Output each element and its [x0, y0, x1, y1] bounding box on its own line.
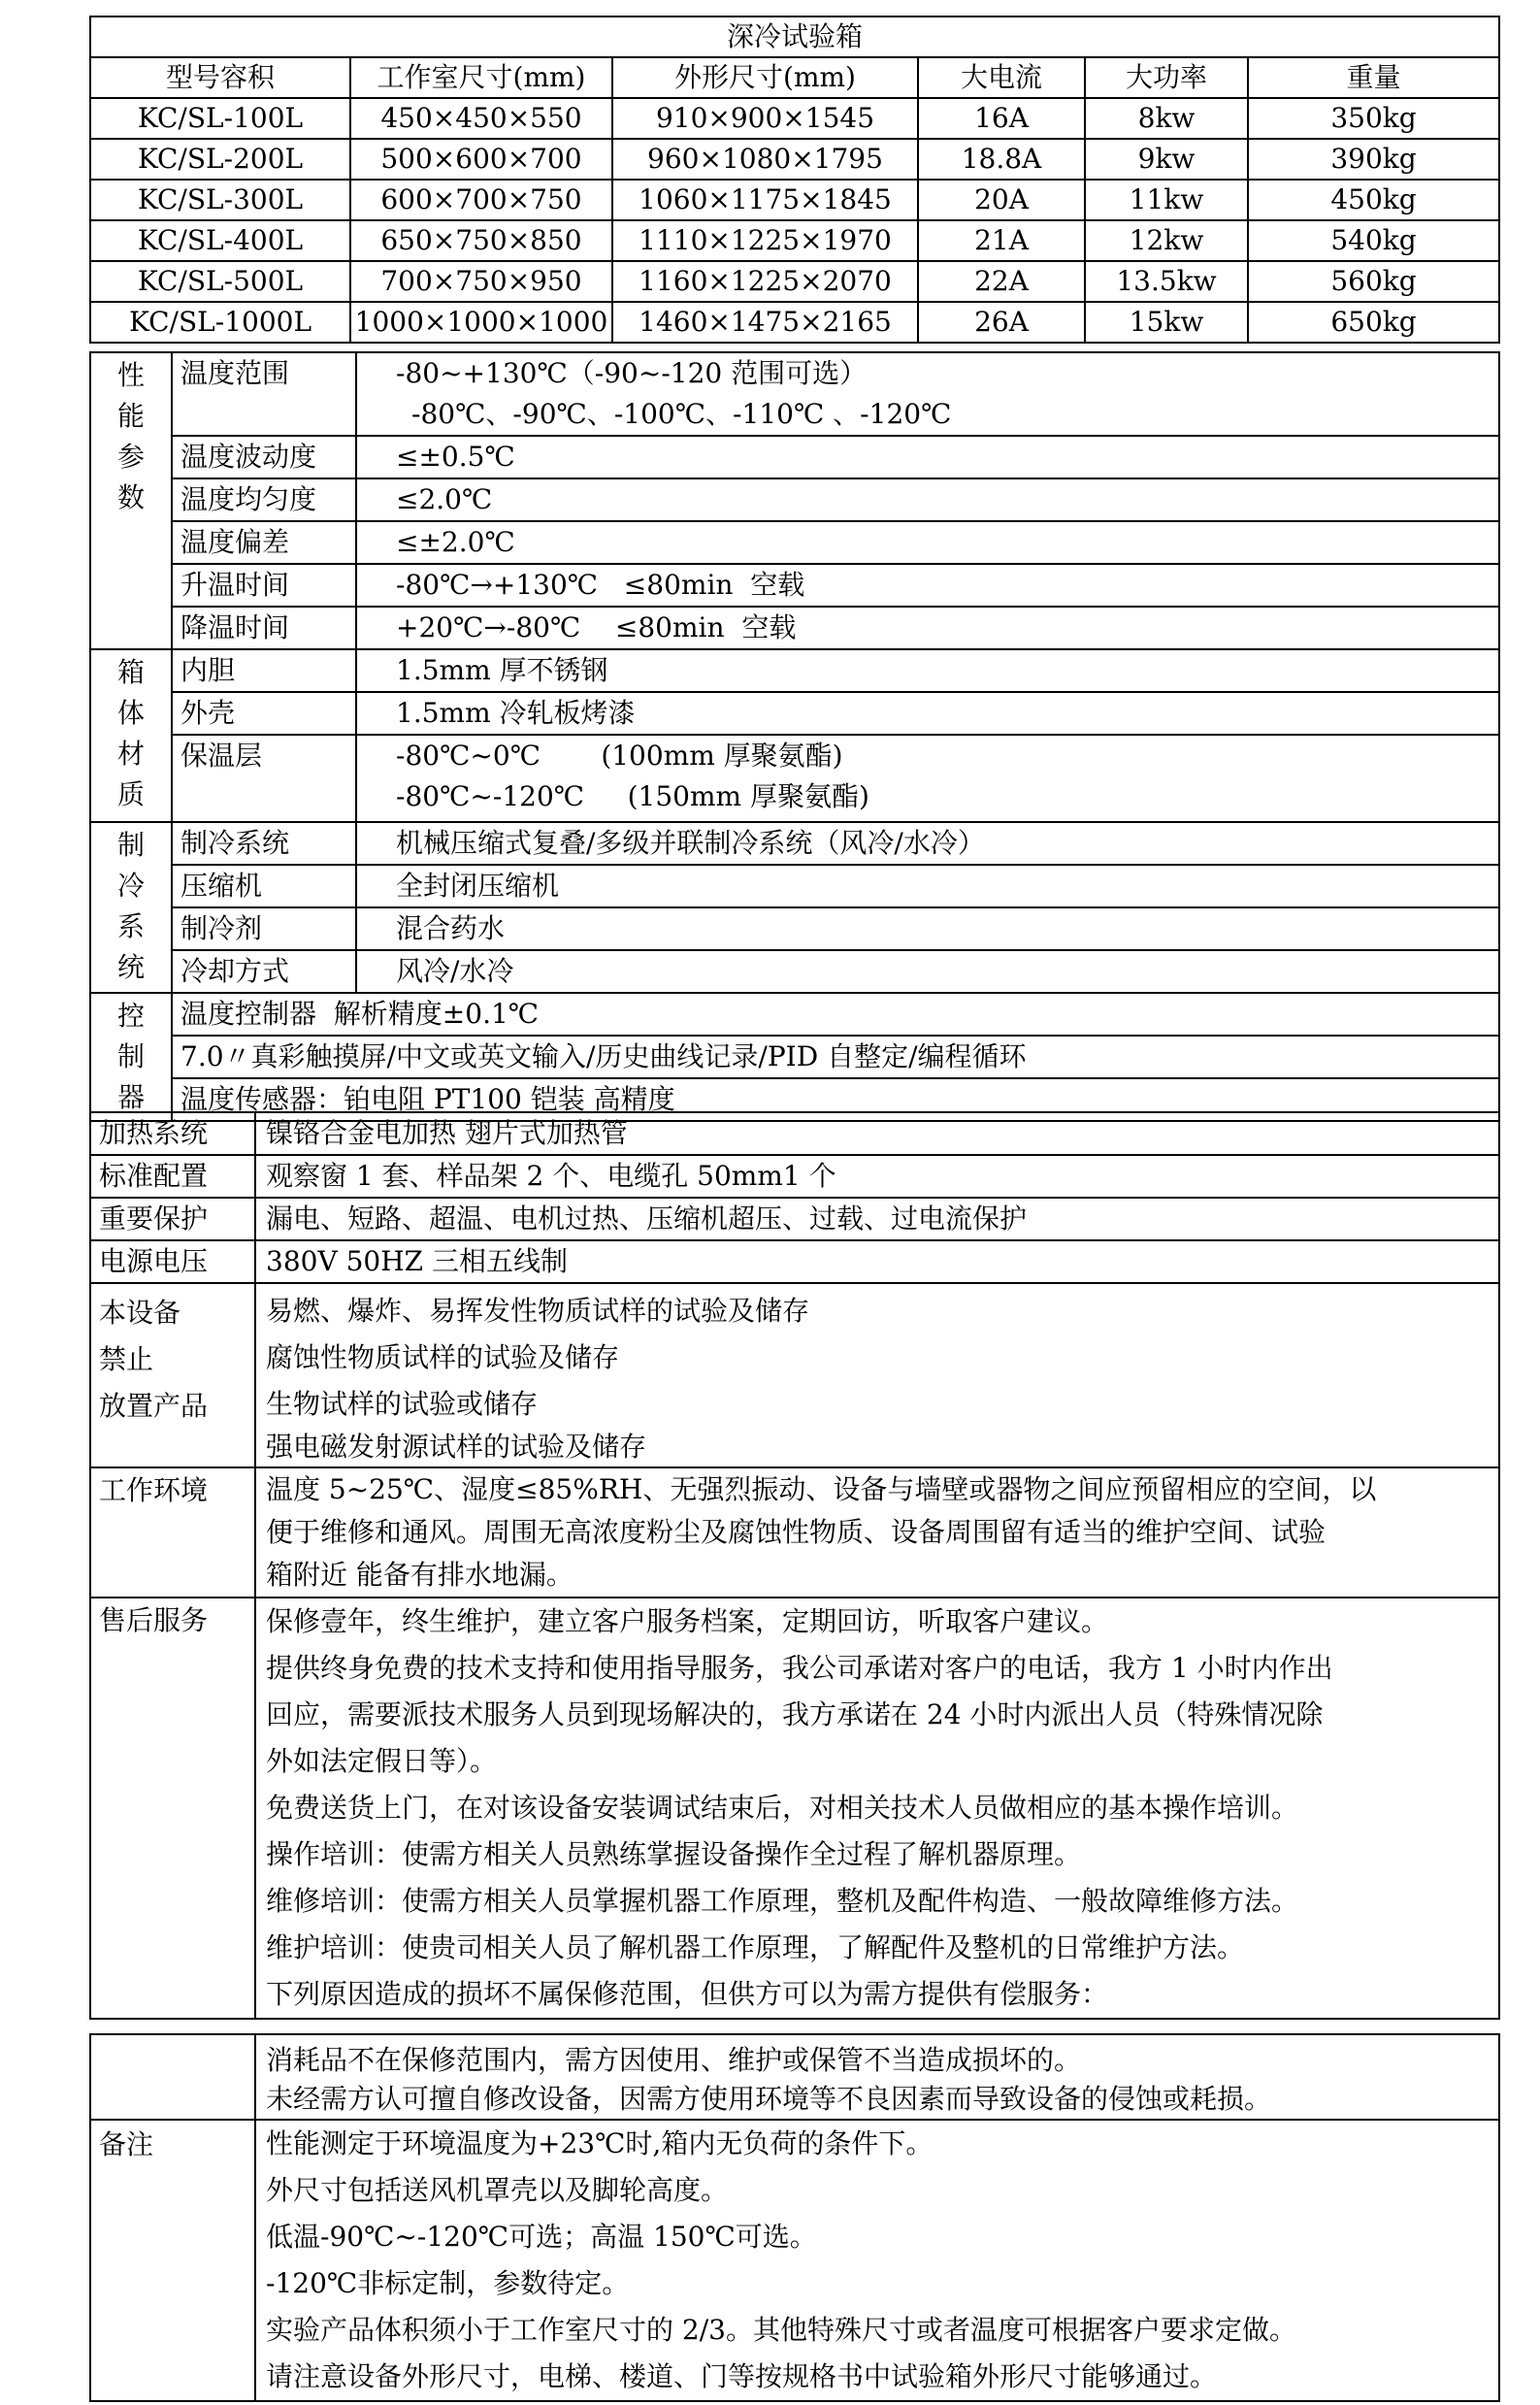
header-cell: 型号容积 [90, 57, 350, 98]
param-label: 制冷剂 [172, 907, 356, 950]
power-label: 电源电压 [90, 1240, 255, 1283]
outer-size-cell: 1110×1225×1970 [612, 220, 918, 261]
parameter-table [89, 351, 1500, 1122]
forbidden-label: 本设备 禁止 放置产品 [90, 1283, 255, 1467]
param-label: 降温时间 [172, 607, 356, 649]
param-label: 制冷系统 [172, 822, 356, 865]
table-row [90, 98, 1499, 139]
service-value: 保修壹年，终生维护，建立客户服务档案，定期回访，听取客户建议。 提供终身免费的技术支持和使用指导服务，我公司承诺对客户的电话，我方 1 小时内作出 回应，需要派技术服务人员到现场解决的，我方承诺在 24 小时内派出人员（特殊情况除 外如法定假日等）。 免费送货上门，在对该设备安装调试结束后，对相关技术人员做相应的基本操作培训。 操作培训：使需方相关人员熟练掌握设备操作全过程了解机器原理。 维修培训：使需方相关人员掌握机器工作原理，整机及配件构造、一般故障维修方法。 维护培训：使贵司相关人员了解机器工作原理，了解配件及整机的日常维护方法。 下列原因造成的损坏不属保修范围，但供方可以为需方提供有偿服务： [255, 1598, 1499, 2019]
standard-value: 观察窗 1 套、样品架 2 个、电缆孔 50mm1 个 [255, 1155, 1499, 1198]
table-row [90, 302, 1499, 343]
model-cell: KC/SL-400L [90, 220, 350, 261]
outer-size-cell: 1160×1225×2070 [612, 261, 918, 302]
weight-cell: 350kg [1248, 98, 1499, 139]
spec-header-row [90, 57, 1499, 98]
param-value: -80~+130℃（-90~-120 范围可选） -80℃、-90℃、-100℃、-110℃ 、-120℃ [356, 352, 1499, 436]
param-value: 1.5mm 厚不锈钢 [356, 649, 1499, 692]
power-cell: 11kw [1085, 180, 1248, 220]
header-cell: 外形尺寸(mm) [612, 57, 918, 98]
header-cell: 大功率 [1085, 57, 1248, 98]
current-cell: 21A [918, 220, 1085, 261]
param-value: ≤2.0℃ [356, 478, 1499, 521]
heating-value: 镍铬合金电加热 翅片式加热管 [255, 1112, 1499, 1155]
power-value: 380V 50HZ 三相五线制 [255, 1240, 1499, 1283]
environment-value: 温度 5~25℃、湿度≤85%RH、无强烈振动、设备与墙壁或器物之间应预留相应的空间，以 便于维修和通风。周围无高浓度粉尘及腐蚀性物质、设备周围留有适当的维护空间、试验 箱附近 能备有排水地漏。 [255, 1467, 1499, 1598]
power-cell: 9kw [1085, 139, 1248, 180]
weight-cell: 650kg [1248, 302, 1499, 343]
param-label: 升温时间 [172, 564, 356, 607]
outer-size-cell: 1460×1475×2165 [612, 302, 918, 343]
environment-label: 工作环境 [90, 1467, 255, 1598]
param-label: 温度偏差 [172, 521, 356, 564]
weight-cell: 390kg [1248, 139, 1499, 180]
param-value: -80℃~0℃ (100mm 厚聚氨酯) -80℃~-120℃ (150mm 厚聚氨酯) [356, 735, 1499, 822]
param-label: 压缩机 [172, 865, 356, 907]
weight-cell: 540kg [1248, 220, 1499, 261]
current-cell: 26A [918, 302, 1085, 343]
power-cell: 12kw [1085, 220, 1248, 261]
param-label: 温度均匀度 [172, 478, 356, 521]
param-value: -80℃→+130℃ ≤80min 空载 [356, 564, 1499, 607]
power-cell: 8kw [1085, 98, 1248, 139]
param-value: ≤±2.0℃ [356, 521, 1499, 564]
notes-blank-cell [90, 2034, 255, 2120]
current-cell: 22A [918, 261, 1085, 302]
category-controller: 控 制 器 [90, 993, 172, 1121]
notes-value: 性能测定于环境温度为+23℃时,箱内无负荷的条件下。 外尺寸包括送风机罩壳以及脚轮高度。 低温-90℃~-120℃可选；高温 150℃可选。 -120℃非标定制，参数待定。 实验产品体积须小于工作室尺寸的 2/3。其他特殊尺寸或者温度可根据客户要求定做。 请注意设备外形尺寸，电梯、楼道、门等按规格书中试验箱外形尺寸能够通过。 [255, 2120, 1499, 2401]
model-cell: KC/SL-500L [90, 261, 350, 302]
param-value: 风冷/水冷 [356, 950, 1499, 993]
table-row [90, 139, 1499, 180]
param-label: 冷却方式 [172, 950, 356, 993]
category-material: 箱 体 材 质 [90, 649, 172, 822]
param-value: ≤±0.5℃ [356, 436, 1499, 478]
param-value: 1.5mm 冷轧板烤漆 [356, 692, 1499, 735]
controller-line: 温度控制器 解析精度±0.1℃ [172, 993, 1499, 1036]
protection-value: 漏电、短路、超温、电机过热、压缩机超压、过载、过电流保护 [255, 1198, 1499, 1240]
current-cell: 18.8A [918, 139, 1085, 180]
weight-cell: 560kg [1248, 261, 1499, 302]
model-cell: KC/SL-200L [90, 139, 350, 180]
weight-cell: 450kg [1248, 180, 1499, 220]
param-label: 外壳 [172, 692, 356, 735]
model-cell: KC/SL-300L [90, 180, 350, 220]
notes-label: 备注 [90, 2120, 255, 2401]
model-cell: KC/SL-100L [90, 98, 350, 139]
notes-table [89, 2033, 1500, 2402]
heating-label: 加热系统 [90, 1112, 255, 1155]
header-cell: 重量 [1248, 57, 1499, 98]
current-cell: 20A [918, 180, 1085, 220]
chamber-size-cell: 600×700×750 [350, 180, 612, 220]
power-cell: 15kw [1085, 302, 1248, 343]
chamber-size-cell: 650×750×850 [350, 220, 612, 261]
controller-line: 温度传感器：铂电阻 PT100 铠装 高精度 [172, 1078, 1499, 1121]
table-title: 深冷试验箱 [90, 16, 1499, 57]
chamber-size-cell: 450×450×550 [350, 98, 612, 139]
protection-label: 重要保护 [90, 1198, 255, 1240]
forbidden-value: 易燃、爆炸、易挥发性物质试样的试验及储存 腐蚀性物质试样的试验及储存 生物试样的试验或储存 强电磁发射源试样的试验及储存 [255, 1283, 1499, 1467]
outer-size-cell: 1060×1175×1845 [612, 180, 918, 220]
param-value: 全封闭压缩机 [356, 865, 1499, 907]
table-row [90, 220, 1499, 261]
table-row [90, 261, 1499, 302]
notes-top-value: 消耗品不在保修范围内，需方因使用、维护或保管不当造成损坏的。 未经需方认可擅自修改设备，因需方使用环境等不良因素而导致设备的侵蚀或耗损。 [255, 2034, 1499, 2120]
category-refrigeration: 制 冷 系 统 [90, 822, 172, 993]
model-cell: KC/SL-1000L [90, 302, 350, 343]
header-cell: 大电流 [918, 57, 1085, 98]
power-cell: 13.5kw [1085, 261, 1248, 302]
param-label: 温度范围 [172, 352, 356, 436]
current-cell: 16A [918, 98, 1085, 139]
chamber-size-cell: 1000×1000×1000 [350, 302, 612, 343]
controller-line: 7.0〃真彩触摸屏/中文或英文输入/历史曲线记录/PID 自整定/编程循环 [172, 1036, 1499, 1078]
param-label: 保温层 [172, 735, 356, 822]
param-label: 内胆 [172, 649, 356, 692]
service-label: 售后服务 [90, 1598, 255, 2019]
outer-size-cell: 910×900×1545 [612, 98, 918, 139]
chamber-size-cell: 700×750×950 [350, 261, 612, 302]
header-cell: 工作室尺寸(mm) [350, 57, 612, 98]
param-value: 混合药水 [356, 907, 1499, 950]
category-performance: 性 能 参 数 [90, 352, 172, 649]
details-table [89, 1111, 1500, 2020]
chamber-size-cell: 500×600×700 [350, 139, 612, 180]
spec-table [89, 16, 1500, 344]
param-value: +20℃→-80℃ ≤80min 空载 [356, 607, 1499, 649]
param-value: 机械压缩式复叠/多级并联制冷系统（风冷/水冷） [356, 822, 1499, 865]
table-row [90, 180, 1499, 220]
outer-size-cell: 960×1080×1795 [612, 139, 918, 180]
param-label: 温度波动度 [172, 436, 356, 478]
standard-label: 标准配置 [90, 1155, 255, 1198]
